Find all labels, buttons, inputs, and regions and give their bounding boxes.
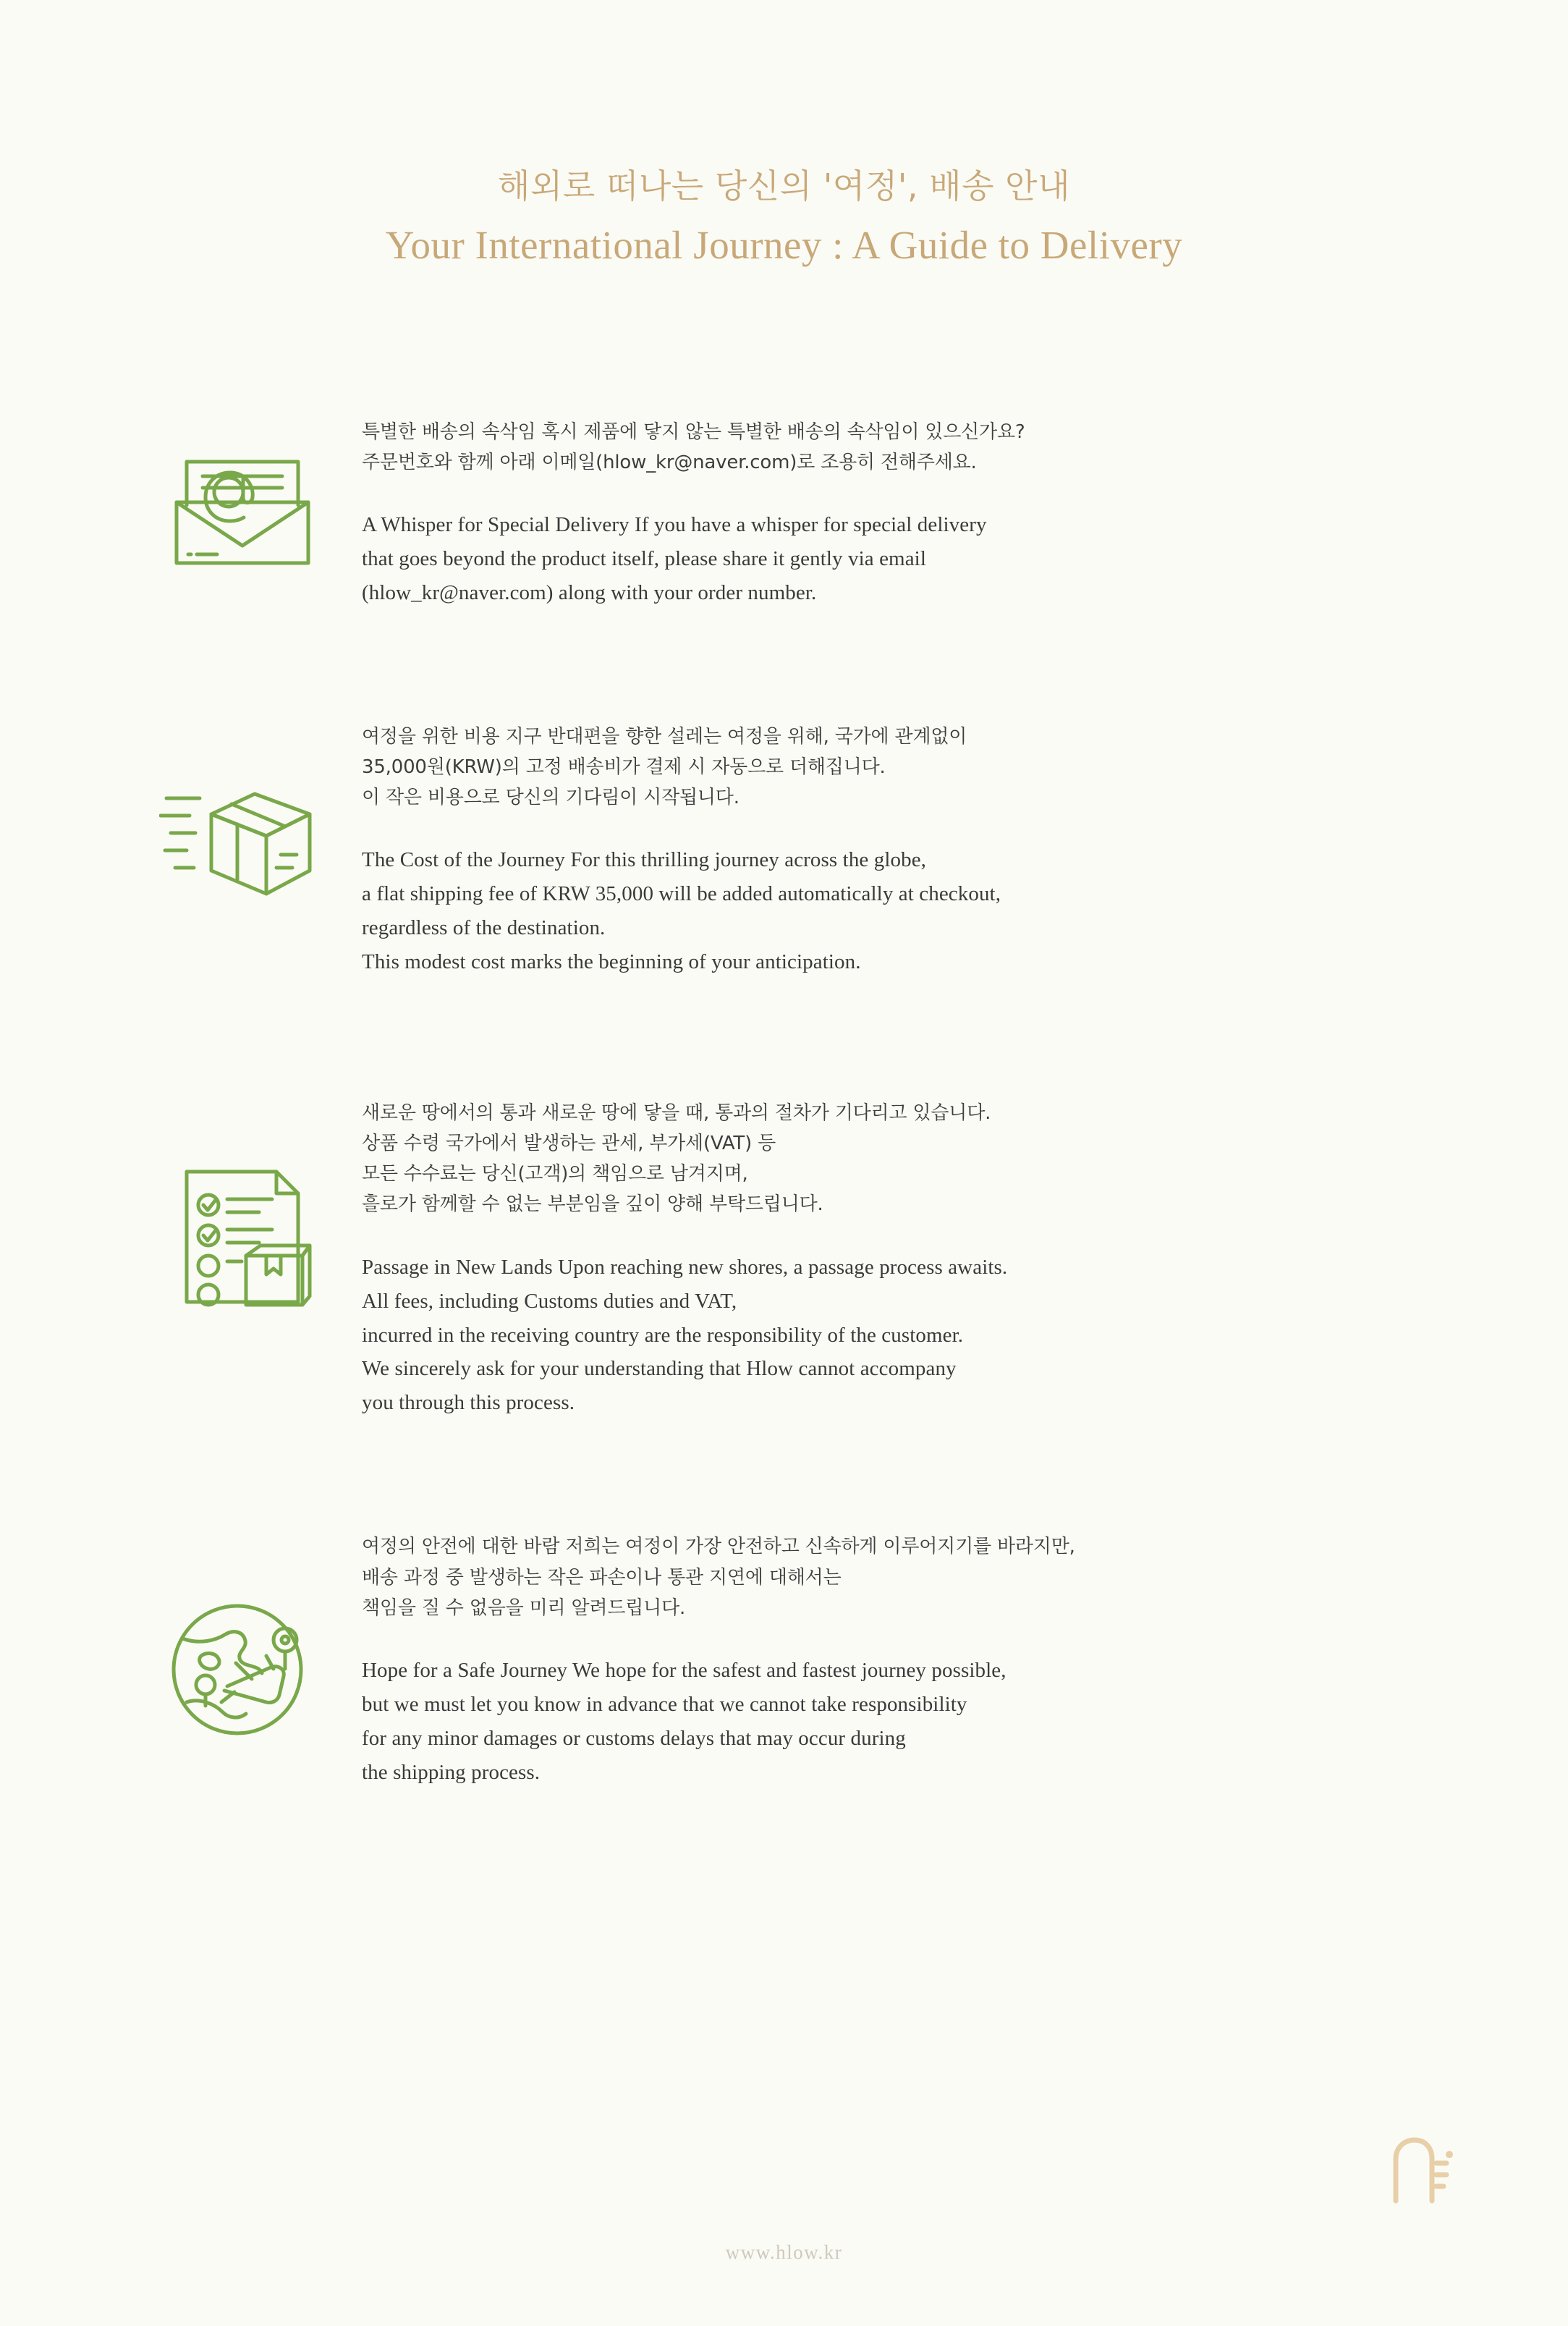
page-header bbox=[0, 0, 1568, 269]
text-line: the shipping process. bbox=[362, 1760, 541, 1784]
section-safe-journey bbox=[123, 1528, 1459, 1789]
text-line: 여정의 안전에 대한 바람 저희는 여정이 가장 안전하고 신속하게 이루어지기를 바라지만, bbox=[362, 1536, 1075, 1558]
section-korean-text bbox=[362, 1098, 1459, 1219]
section-english-text bbox=[362, 1654, 1459, 1790]
text-line: 여정을 위한 비용 지구 반대편을 향한 설레는 여정을 위해, 국가에 관계없이 bbox=[362, 725, 967, 748]
text-line: All fees, including Customs duties and VAT, bbox=[362, 1289, 737, 1313]
page-footer bbox=[0, 2241, 1568, 2264]
globe-airplane-route-icon bbox=[158, 1594, 328, 1749]
section-text-cell bbox=[362, 414, 1459, 610]
section-shipping-cost bbox=[123, 719, 1459, 979]
section-text-cell bbox=[362, 1095, 1459, 1420]
text-line: This modest cost marks the beginning of your anticipation. bbox=[362, 950, 861, 974]
text-line: Hope for a Safe Journey We hope for the safest and fastest journey possible, bbox=[362, 1658, 1007, 1682]
section-customs-passage bbox=[123, 1095, 1459, 1420]
text-line: you through this process. bbox=[362, 1391, 575, 1415]
text-line: 새로운 땅에서의 통과 새로운 땅에 닿을 때, 통과의 절차가 기다리고 있습니다. bbox=[362, 1102, 991, 1125]
section-special-delivery bbox=[123, 414, 1459, 610]
text-line: 책임을 질 수 없음을 미리 알려드립니다. bbox=[362, 1597, 686, 1619]
section-english-text bbox=[362, 508, 1459, 610]
section-icon-cell bbox=[123, 414, 362, 577]
page-title-english: Your International Journey : A Guide to Delivery bbox=[385, 222, 1183, 267]
section-text-cell bbox=[362, 1528, 1459, 1789]
customs-checklist-document-icon bbox=[159, 1160, 326, 1316]
fast-shipping-box-icon bbox=[159, 769, 326, 914]
text-line: regardless of the destination. bbox=[362, 916, 606, 940]
text-line: a flat shipping fee of KRW 35,000 will be added automatically at checkout, bbox=[362, 882, 1001, 906]
page-title-korean: 해외로 떠나는 당신의 '여정', 배송 안내 bbox=[497, 166, 1071, 206]
text-line: 모든 수수료는 당신(고객)의 책임으로 남겨지며, bbox=[362, 1163, 748, 1185]
section-icon-cell bbox=[123, 719, 362, 914]
text-line: 주문번호와 함께 아래 이메일(hlow_kr@naver.com)로 조용히 전해주세요. bbox=[362, 451, 977, 473]
section-korean-text bbox=[362, 417, 1459, 478]
text-line: incurred in the receiving country are the responsibility of the customer. bbox=[362, 1323, 964, 1347]
text-line: 이 작은 비용으로 당신의 기다림이 시작됩니다. bbox=[362, 787, 739, 809]
text-line: 상품 수령 국가에서 발생하는 관세, 부가세(VAT) 등 bbox=[362, 1133, 776, 1155]
text-line: that goes beyond the product itself, please share it gently via email bbox=[362, 546, 927, 570]
text-line: (hlow_kr@naver.com) along with your order number. bbox=[362, 580, 817, 604]
section-korean-text bbox=[362, 1531, 1459, 1623]
text-line: 배송 과정 중 발생하는 작은 파손이나 통관 지연에 대해서는 bbox=[362, 1566, 842, 1589]
text-line: but we must let you know in advance that we cannot take responsibility bbox=[362, 1692, 967, 1716]
sections-list bbox=[0, 414, 1568, 1790]
hlow-logo-mark bbox=[1380, 2134, 1459, 2210]
text-line: for any minor damages or customs delays that may occur during bbox=[362, 1726, 906, 1750]
section-english-text bbox=[362, 843, 1459, 979]
section-icon-cell bbox=[123, 1528, 362, 1749]
footer-website-url[interactable]: www.hlow.kr bbox=[725, 2241, 843, 2263]
section-text-cell bbox=[362, 719, 1459, 979]
text-line: Passage in New Lands Upon reaching new shores, a passage process awaits. bbox=[362, 1255, 1008, 1279]
section-english-text bbox=[362, 1251, 1459, 1421]
text-line: A Whisper for Special Delivery If you have a whisper for special delivery bbox=[362, 513, 987, 537]
text-line: 흘로가 함께할 수 없는 부분임을 깊이 양해 부탁드립니다. bbox=[362, 1193, 823, 1216]
text-line: The Cost of the Journey For this thrilling journey across the globe, bbox=[362, 848, 927, 872]
text-line: We sincerely ask for your understanding that Hlow cannot accompany bbox=[362, 1357, 957, 1381]
text-line: 35,000원(KRW)의 고정 배송비가 결제 시 자동으로 더해집니다. bbox=[362, 756, 886, 779]
section-korean-text bbox=[362, 722, 1459, 813]
text-line: 특별한 배송의 속삭임 혹시 제품에 닿지 않는 특별한 배송의 속삭임이 있으신가요? bbox=[362, 420, 1025, 443]
section-icon-cell bbox=[123, 1095, 362, 1316]
email-envelope-at-icon bbox=[159, 436, 326, 577]
